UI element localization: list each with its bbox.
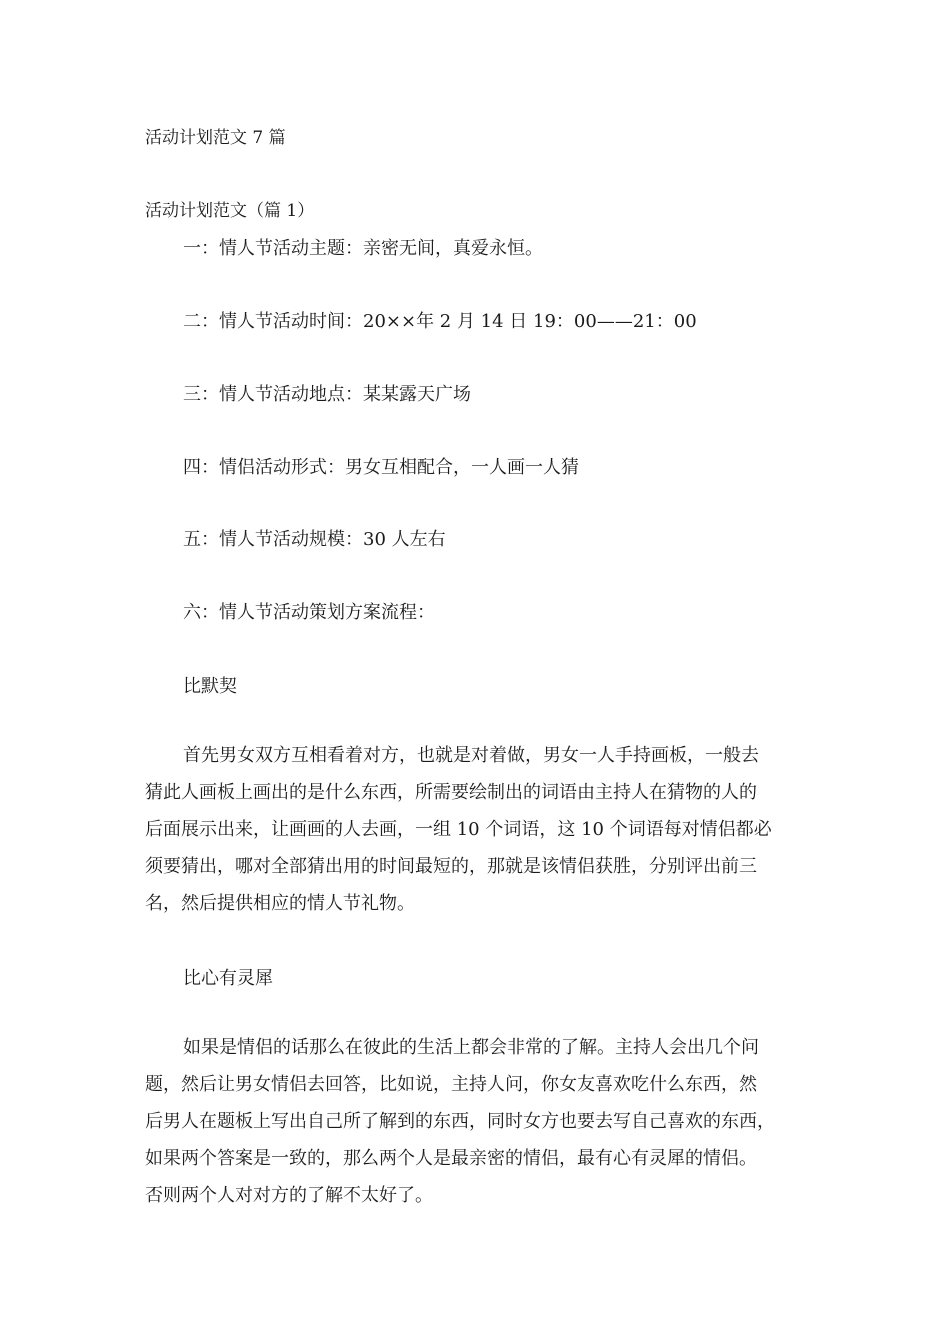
paragraph-line: 猜此人画板上画出的是什么东西，所需要绘制出的词语由主持人在猜物的人的 — [145, 782, 757, 803]
paragraph-line: 如果两个答案是一致的，那么两个人是最亲密的情侣，最有心有灵犀的情侣。 — [145, 1148, 757, 1169]
paragraph-telepathy — [145, 1029, 825, 1214]
paragraph-line: 后面展示出来，让画画的人去画，一组 10 个词语，这 10 个词语每对情侣都必 — [145, 819, 772, 840]
item-time: 二：情人节活动时间：20××年 2 月 14 日 19：00——21：00 — [183, 311, 697, 332]
item-location: 三：情人节活动地点：某某露天广场 — [183, 384, 471, 405]
paragraph-line: 后男人在题板上写出自己所了解到的东西，同时女方也要去写自己喜欢的东西， — [145, 1111, 775, 1132]
paragraph-line: 题，然后让男女情侣去回答，比如说，主持人问，你女友喜欢吃什么东西，然 — [145, 1074, 757, 1095]
document-title: 活动计划范文 7 篇 — [145, 128, 286, 148]
paragraph-line: 首先男女双方互相看着对方，也就是对着做，男女一人手持画板，一般去 — [183, 745, 759, 766]
section-title: 活动计划范文（篇 1） — [145, 201, 315, 221]
heading-telepathy: 比心有灵犀 — [183, 968, 273, 989]
item-scale: 五：情人节活动规模：30 人左右 — [183, 529, 446, 550]
paragraph-line: 如果是情侣的话那么在彼此的生活上都会非常的了解。主持人会出几个问 — [183, 1037, 759, 1058]
paragraph-tacit-understanding — [145, 737, 825, 922]
paragraph-line: 否则两个人对对方的了解不太好了。 — [145, 1185, 433, 1206]
paragraph-line: 须要猜出，哪对全部猜出用的时间最短的，那就是该情侣获胜，分别评出前三 — [145, 856, 757, 877]
item-format: 四：情侣活动形式：男女互相配合，一人画一人猜 — [183, 457, 579, 478]
item-process: 六：情人节活动策划方案流程： — [183, 602, 435, 623]
paragraph-line: 名，然后提供相应的情人节礼物。 — [145, 893, 415, 914]
item-theme: 一：情人节活动主题：亲密无间，真爱永恒。 — [183, 238, 543, 259]
heading-tacit-understanding: 比默契 — [183, 676, 237, 697]
